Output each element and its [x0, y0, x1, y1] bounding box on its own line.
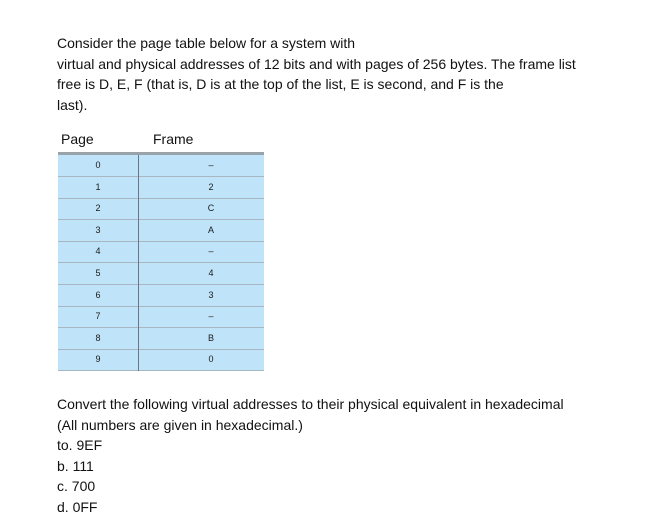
page-cell: 7	[58, 311, 138, 321]
question-block	[57, 394, 637, 517]
page-table	[58, 152, 264, 371]
frame-cell: A	[161, 225, 261, 235]
table-row	[58, 177, 264, 199]
frame-cell: C	[161, 203, 261, 213]
frame-cell: –	[161, 246, 261, 256]
table-row	[58, 241, 264, 263]
frame-cell: B	[161, 333, 261, 343]
table-row	[58, 285, 264, 307]
question-item: c. 700	[57, 476, 637, 497]
question-line: (All numbers are given in hexadecimal.)	[57, 415, 637, 436]
page-cell: 8	[58, 333, 138, 343]
intro-line: free is D, E, F (that is, D is at the top of the list, E is second, and F is the	[57, 74, 637, 95]
table-row	[58, 263, 264, 285]
page-cell: 2	[58, 203, 138, 213]
question-line: Convert the following virtual addresses to their physical equivalent in hexadecimal	[57, 394, 637, 415]
table-row	[58, 155, 264, 177]
intro-line: last).	[57, 95, 637, 116]
table-row	[58, 306, 264, 328]
frame-cell: –	[161, 160, 261, 170]
page-cell: 0	[58, 160, 138, 170]
table-row	[58, 220, 264, 242]
page-cell: 5	[58, 268, 138, 278]
table-row	[58, 328, 264, 350]
column-divider	[138, 155, 139, 371]
frame-cell: 0	[161, 354, 261, 364]
question-item: to. 9EF	[57, 435, 637, 456]
frame-cell: –	[161, 311, 261, 321]
frame-column-header: Frame	[153, 131, 193, 147]
question-item: b. 111	[57, 456, 637, 477]
page-column-header: Page	[61, 131, 94, 147]
table-row	[58, 349, 264, 371]
question-item: d. 0FF	[57, 497, 637, 517]
table-row	[58, 198, 264, 220]
frame-cell: 3	[161, 290, 261, 300]
problem-statement	[57, 33, 637, 115]
intro-line: Consider the page table below for a system with	[57, 33, 637, 54]
frame-cell: 2	[161, 182, 261, 192]
page-cell: 9	[58, 354, 138, 364]
page-cell: 4	[58, 246, 138, 256]
intro-line: virtual and physical addresses of 12 bits and with pages of 256 bytes. The frame list	[57, 54, 637, 75]
page-cell: 3	[58, 225, 138, 235]
page-cell: 6	[58, 290, 138, 300]
frame-cell: 4	[161, 268, 261, 278]
page-cell: 1	[58, 182, 138, 192]
